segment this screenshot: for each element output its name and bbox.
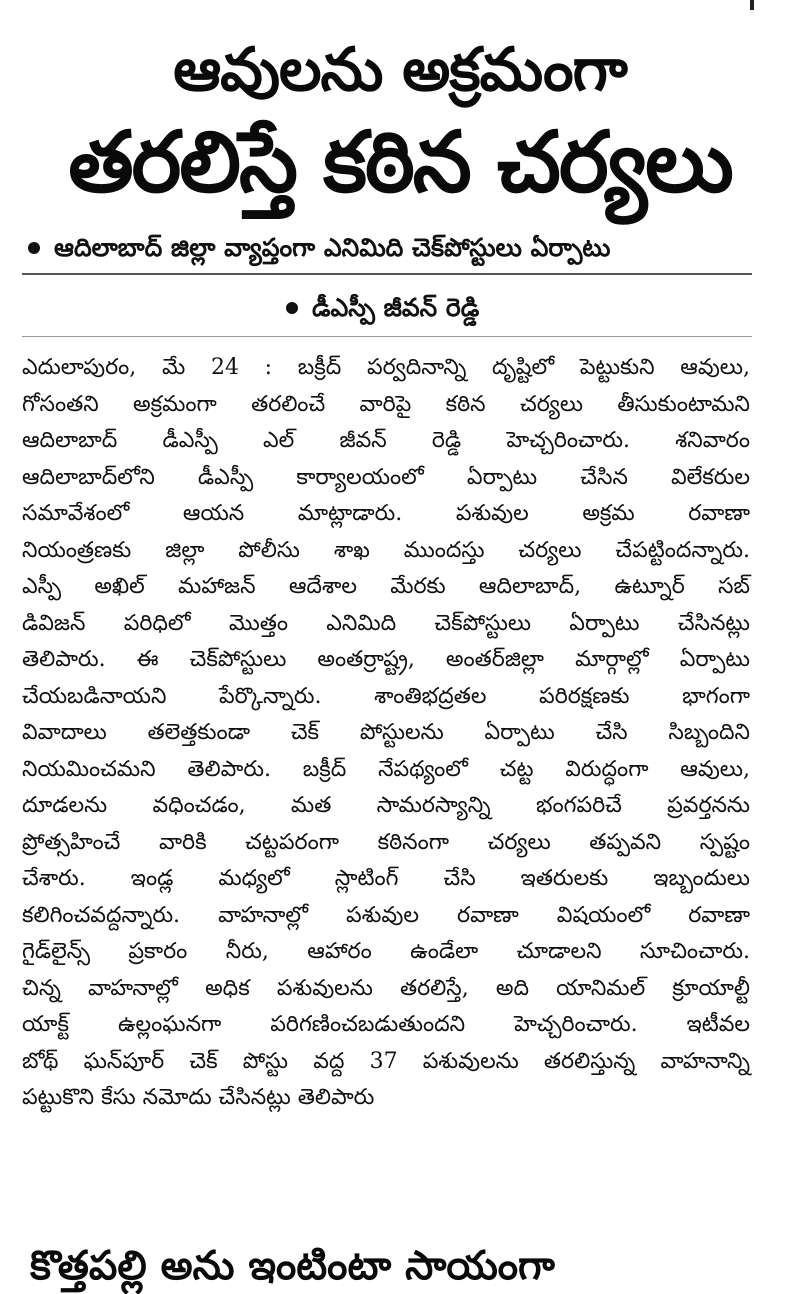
- body-line: డివిజన్ పరిధిలో మొత్తం ఎనిమిది చెక్‌పోస్టులు ఏర్పాటు చేసినట్లు: [22, 610, 750, 636]
- body-line: గైడ్‌లైన్స్ ప్రకారం నీరు, ఆహారం ఉండేలా చూడాలని సూచించారు.: [22, 939, 750, 964]
- divider: [22, 336, 752, 337]
- headline-line-1: ఆవులను అక్రమంగా: [173, 35, 627, 105]
- body-line: చిన్న వాహనాల్లో అధిక పశువులను తరలిస్తే, అది యానిమల్ క్రూయాల్టీ: [22, 975, 750, 1001]
- body-line: చేశారు. ఇండ్ల మధ్యలో స్లాటింగ్ చేసి ఇతరులకు ఇబ్బందులు: [22, 866, 750, 891]
- body-line: పట్టుకొని కేసు నమోదు చేసినట్లు తెలిపారు: [22, 1085, 375, 1110]
- body-line: చేయబడినాయని పేర్కొన్నారు. శాంతిభద్రతల పరిరక్షణకు భాగంగా: [22, 683, 750, 709]
- subhead-dsp: [286, 290, 479, 326]
- body-line: ఎస్పీ అఖిల్ మహాజన్ ఆదేశాల మేరకు ఆదిలాబాద్, ఉట్నూర్ సబ్: [22, 574, 750, 599]
- headline-line-2: తరలిస్తే కఠిన చర్యలు: [68, 113, 732, 211]
- body-line: యాక్ట్ ఉల్లంఘనగా పరిగణించబడుతుందని హెచ్చరించారు. ఇటీవల: [22, 1012, 750, 1037]
- body-line: నియంత్రణకు జిల్లా పోలీసు శాఖ ముందస్తు చర్యలు చేపట్టిందన్నారు.: [22, 537, 750, 563]
- body-line: ఆదిలాబాద్‌లోని డీఎస్పీ కార్యాలయంలో ఏర్పాటు చేసిన విలేకరుల: [22, 464, 750, 490]
- body-line: దూడలను వధించడం, మత సామరస్యాన్ని భంగపరిచే ప్రవర్తనను: [22, 793, 750, 818]
- body-line: గోసంతని అక్రమంగా తరలించే వారిపై కఠిన చర్యలు తీసుకుంటామని: [22, 391, 750, 417]
- body-line: వివాదాలు తలెత్తకుండా చెక్ పోస్టులను ఏర్పాటు చేసి సిబ్బందిని: [22, 720, 750, 745]
- body-line: ప్రోత్సహించే వారికి చట్టపరంగా కఠినంగా చర్యలు తప్పవని స్పష్టం: [22, 829, 750, 855]
- bullet-icon: [28, 242, 40, 254]
- subhead-text: ఆదిలాబాద్ జిల్లా వ్యాప్తంగా ఎనిమిది చెక్‌పోస్టులు ఏర్పాటు: [54, 233, 611, 262]
- body-line: సమావేశంలో ఆయన మాట్లాడారు. పశువుల అక్రమ రవాణా: [22, 501, 750, 526]
- subhead-checkposts: [28, 230, 610, 266]
- bullet-icon: [286, 302, 298, 314]
- subhead-text: డీఎస్పీ జీవన్ రెడ్డి: [312, 293, 480, 322]
- article-body: [22, 350, 750, 1117]
- body-line: కలిగించవద్దన్నారు. వాహనాల్లో పశువుల రవాణా విషయంలో రవాణా: [22, 902, 750, 928]
- column-rule: [750, 0, 754, 10]
- body-line: తెలిపారు. ఈ చెక్‌పోస్టులు అంతర్రాష్ట్ర, అంతర్‌జిల్లా మార్గాల్లో ఏర్పాటు: [22, 647, 750, 672]
- body-line: ఆదిలాబాద్ డీఎస్పీ ఎల్ జీవన్ రెడ్డి హెచ్చరించారు. శనివారం: [22, 428, 750, 453]
- body-line: ఎదులాపురం, మే 24 : బక్రీద్ పర్వదినాన్ని దృష్టిలో పెట్టుకుని ఆవులు,: [22, 355, 750, 380]
- next-article-headline: కొత్తపల్లి అను ఇంటింటా సాయంగా: [30, 1243, 555, 1289]
- divider: [22, 273, 752, 275]
- body-line: బోథ్ ఘన్‌పూర్ చెక్ పోస్టు వద్ద 37 పశువులను తరలిస్తున్న వాహనాన్ని: [22, 1048, 750, 1074]
- body-line: నియమించమని తెలిపారు. బక్రీద్ నేపథ్యంలో చట్ట విరుద్ధంగా ఆవులు,: [22, 756, 750, 782]
